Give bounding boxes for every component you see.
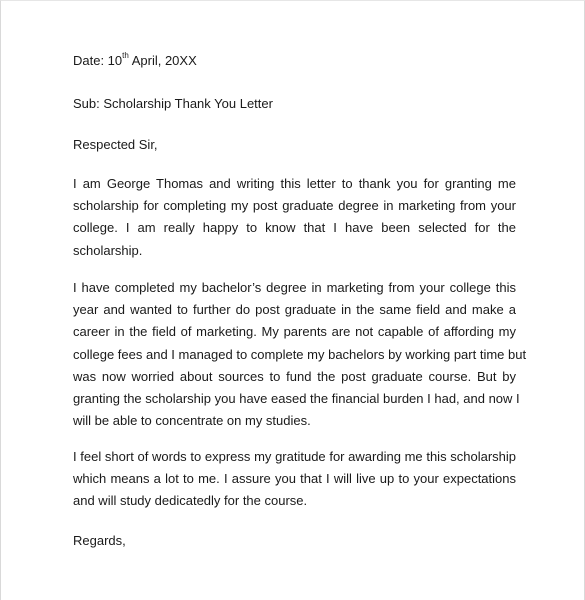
date-prefix: Date: 10	[73, 53, 123, 68]
paragraph-line: will be able to concentrate on my studies.	[73, 413, 311, 429]
paragraph-3	[73, 446, 516, 513]
paragraph-line: year and wanted to further do post graduate in the same field and make a	[73, 302, 516, 318]
paragraph-line: was now worried about sources to fund the post graduate course. But by	[73, 368, 516, 384]
paragraph-line: college fees and I managed to complete my bachelors by working part time but	[73, 346, 527, 362]
letter-date	[73, 53, 197, 68]
paragraph-line: college. I am really happy to know that I have been selected for the	[73, 220, 516, 236]
letter-subject: Sub: Scholarship Thank You Letter	[73, 96, 273, 111]
date-rest: April, 20XX	[128, 53, 197, 68]
paragraph-line: I am George Thomas and writing this letter to thank you for granting me	[73, 176, 516, 191]
date-ordinal-suffix: th	[122, 51, 129, 60]
paragraph-line: I feel short of words to express my gratitude for awarding me this scholarship	[73, 449, 516, 464]
paragraph-line: scholarship.	[73, 242, 143, 258]
paragraph-line: scholarship for completing my post graduate degree in marketing from your	[73, 198, 516, 214]
paragraph-line: I have completed my bachelor’s degree in marketing from your college this	[73, 280, 516, 295]
letter-salutation: Respected Sir,	[73, 137, 158, 152]
paragraph-2	[73, 277, 527, 432]
paragraph-line: granting the scholarship you have eased the financial burden I had, and now I	[73, 391, 520, 407]
letter-closing: Regards,	[73, 533, 126, 548]
paragraph-line: career in the field of marketing. My parents are not capable of affording my	[73, 324, 516, 340]
paragraph-line: which means a lot to me. I assure you that I will live up to your expectations	[73, 471, 516, 487]
paragraph-line: and will study dedicatedly for the course.	[73, 493, 308, 509]
paragraph-1	[73, 173, 516, 262]
